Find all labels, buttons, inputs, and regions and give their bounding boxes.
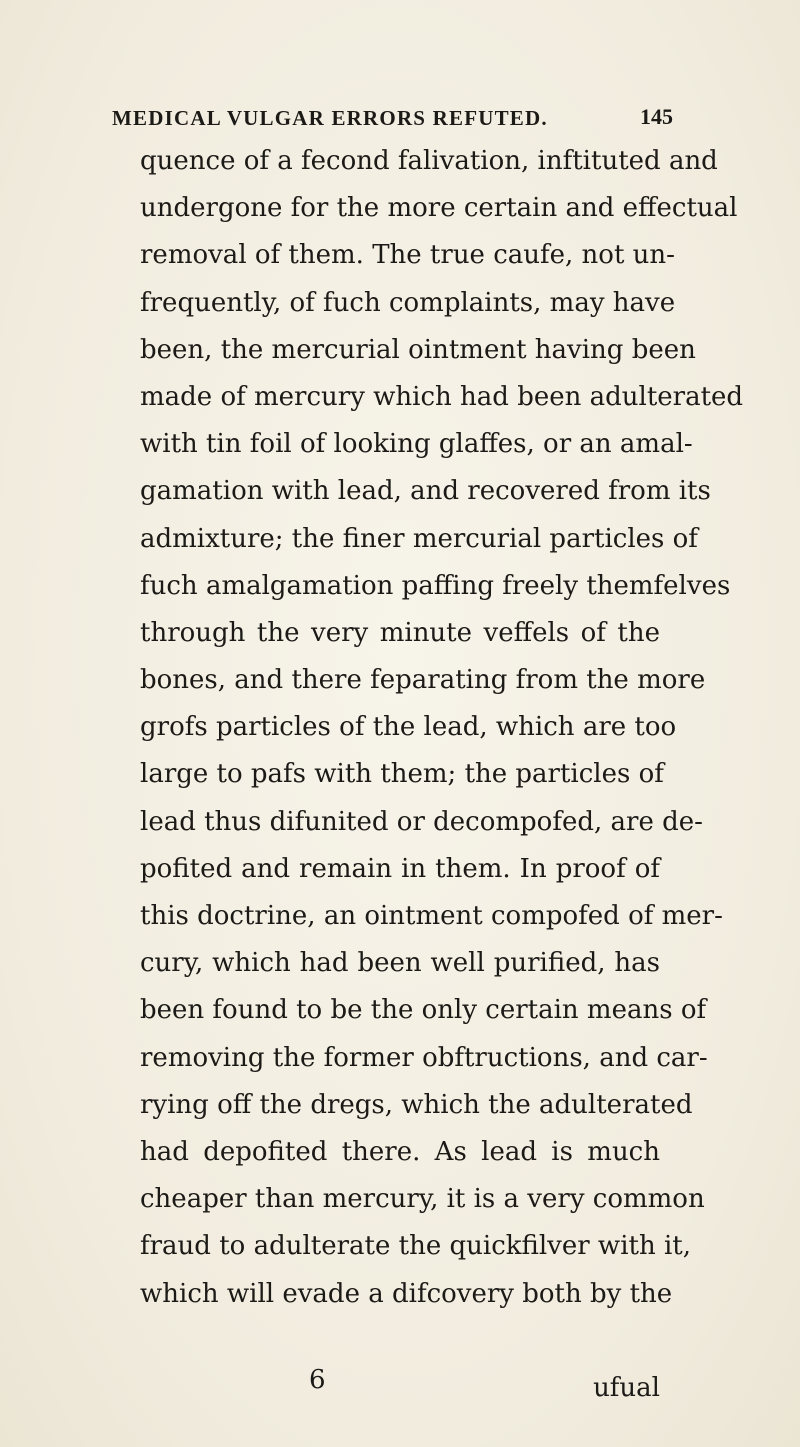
catchword: ufual — [593, 1373, 660, 1403]
body-text — [140, 138, 744, 1318]
running-head — [112, 100, 672, 134]
signature-mark: 6 — [309, 1365, 326, 1395]
text-line: frequently, of fuch complaints, may have — [140, 287, 676, 318]
text-line: through the very minute veffels of the — [140, 617, 660, 648]
text-line: with tin foil of looking glaffes, or an amal- — [140, 429, 693, 460]
page-number: 145 — [640, 104, 673, 129]
text-line: bones, and there feparating from the more — [140, 665, 706, 696]
text-line: fraud to adulterate the quickfilver with it, — [140, 1231, 691, 1262]
text-line: rying off the dregs, which the adulterated — [140, 1089, 693, 1120]
text-line: removing the former obftructions, and car- — [140, 1042, 708, 1073]
running-title: MEDICAL VULGAR ERRORS REFUTED. — [112, 106, 548, 130]
text-line: cheaper than mercury, it is a very common — [140, 1184, 705, 1215]
text-line: which will evade a difcovery both by the — [140, 1278, 673, 1309]
text-line: this doctrine, an ointment compofed of mer- — [140, 901, 723, 931]
text-line: lead thus difunited or decompofed, are de- — [140, 806, 703, 837]
text-line: pofited and remain in them. In proof of — [140, 853, 660, 884]
text-line: quence of a fecond falivation, inftituted and — [140, 146, 718, 176]
text-line: made of mercury which had been adulterated — [140, 381, 744, 412]
text-line: undergone for the more certain and effectual — [140, 193, 738, 224]
text-line: gamation with lead, and recovered from its — [140, 476, 711, 507]
text-line: had depofited there. As lead is much — [140, 1136, 660, 1167]
text-line: cury, which had been well purified, has — [140, 948, 660, 979]
text-line: admixture; the finer mercurial particles of — [140, 523, 698, 554]
page-footer — [140, 1365, 660, 1405]
text-line: fuch amalgamation paffing freely themfelves — [140, 570, 731, 601]
text-line: large to pafs with them; the particles of — [140, 759, 664, 790]
text-line: been, the mercurial ointment having been — [140, 334, 696, 365]
text-line: grofs particles of the lead, which are too — [140, 712, 677, 743]
text-line: been found to be the only certain means of — [140, 995, 707, 1026]
text-line: removal of them. The true caufe, not un- — [140, 240, 675, 271]
